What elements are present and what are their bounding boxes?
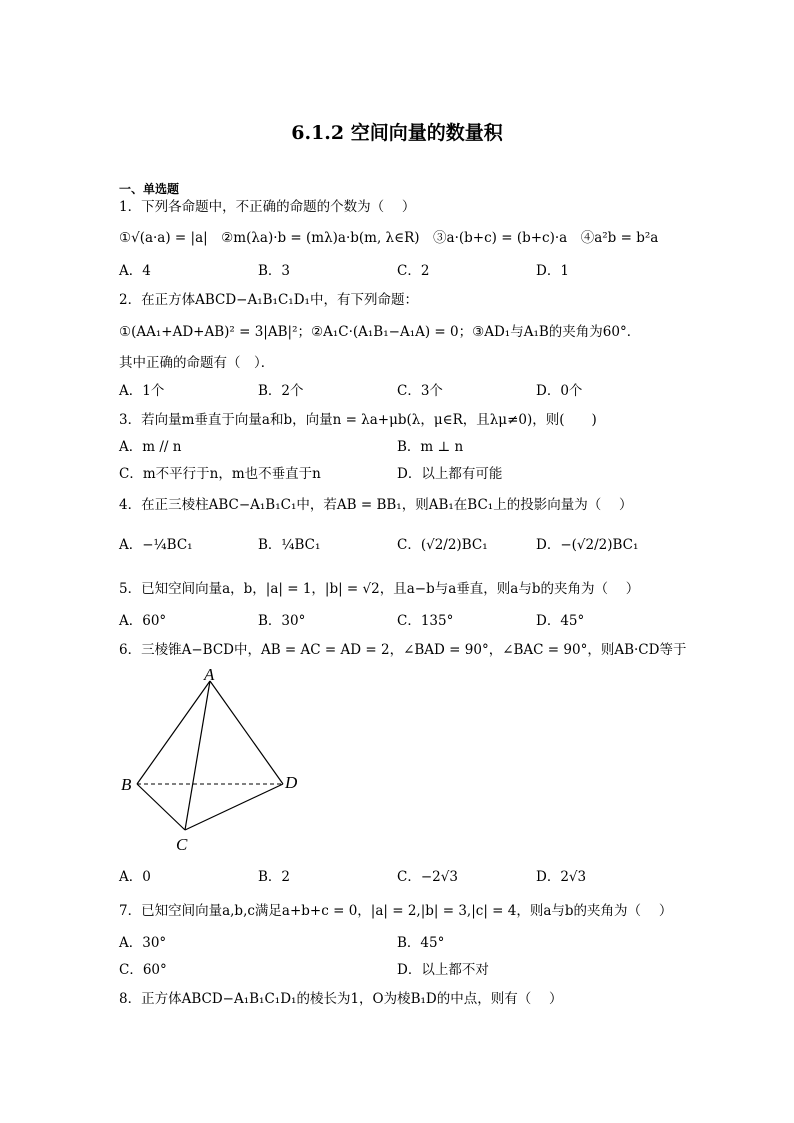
q1-option-b: B．3 (258, 263, 291, 279)
section-heading: 一、单选题 (119, 182, 180, 196)
q1-stem: 1．下列各命题中，不正确的命题的个数为（ ） (119, 199, 416, 215)
q3-option-d: D．以上都有可能 (397, 466, 503, 482)
edge-ab (137, 681, 210, 784)
q7-option-d: D．以上都不对 (397, 962, 489, 978)
edge-ad (210, 681, 283, 784)
q6-option-b: B．2 (258, 869, 291, 885)
q5-option-c: C．135° (397, 613, 454, 629)
q2-option-a: A．1个 (119, 383, 165, 399)
q4-option-d: D．−(√2/2)BC₁ (536, 537, 639, 553)
q7-stem: 7．已知空间向量a,b,c满足a+b+c = 0，|a| = 2,|b| = 3,|c| = 4，则a与b的夹角为（ ） (119, 903, 673, 919)
q5-option-d: D．45° (536, 613, 585, 629)
q7-option-b: B．45° (397, 935, 445, 951)
vertex-label-d: D (285, 773, 298, 792)
q5-option-a: A．60° (119, 613, 167, 629)
q2-option-c: C．3个 (397, 383, 443, 399)
q4-option-a: A．−¼BC₁ (119, 537, 193, 553)
q2-propositions: ①(AA₁+AD+AB)² = 3|AB|²；②A₁C·(A₁B₁−A₁A) = 0；③AD₁与A₁B的夹角为60°． (119, 324, 641, 340)
q4-option-b: B．¼BC₁ (258, 537, 321, 553)
q4-stem: 4．在正三棱柱ABC−A₁B₁C₁中，若AB = BB₁，则AB₁在BC₁上的投影向量为（ ） (119, 497, 633, 513)
q5-stem: 5．已知空间向量a，b，|a| = 1，|b| = √2，且a−b与a垂直，则a与b的夹角为（ ） (119, 581, 640, 597)
q3-option-a: A．m // n (119, 439, 182, 455)
q2-option-d: D．0个 (536, 383, 583, 399)
q1-propositions: ①√(a·a) = |a| ②m(λa)·b = (mλ)a·b(m, λ∈R) ③a·(b+c) = (b+c)·a ④a²b = b²a (119, 230, 659, 246)
q3-option-c: C．m不平行于n，m也不垂直于n (119, 466, 321, 482)
q4-option-c: C．(√2/2)BC₁ (397, 537, 488, 553)
tetrahedron-figure (112, 664, 312, 859)
q7-option-a: A．30° (119, 935, 167, 951)
q3-option-b: B．m ⊥ n (397, 439, 464, 455)
page-title: 6.1.2 空间向量的数量积 (291, 122, 503, 144)
edge-cd (185, 784, 283, 830)
edge-ac (185, 681, 210, 830)
vertex-label-a: A (204, 665, 215, 684)
edge-bc (137, 784, 185, 830)
q6-option-d: D．2√3 (536, 869, 587, 885)
q2-question: 其中正确的命题有（ ）． (119, 355, 275, 371)
q5-option-b: B．30° (258, 613, 306, 629)
q6-option-c: C．−2√3 (397, 869, 458, 885)
q1-option-c: C．2 (397, 263, 430, 279)
q1-option-a: A．4 (119, 263, 151, 279)
vertex-label-b: B (121, 775, 132, 794)
q8-stem: 8．正方体ABCD−A₁B₁C₁D₁的棱长为1，O为棱B₁D的中点，则有（ ） (119, 991, 563, 1007)
q1-option-d: D．1 (536, 263, 569, 279)
q7-option-c: C．60° (119, 962, 167, 978)
q3-stem: 3．若向量m垂直于向量a和b，向量n = λa+μb(λ，μ∈R，且λμ≠0)，则( ) (119, 412, 597, 428)
vertex-label-c: C (176, 835, 188, 854)
q2-option-b: B．2个 (258, 383, 304, 399)
q6-option-a: A．0 (119, 869, 151, 885)
q6-stem: 6．三棱锥A−BCD中，AB = AC = AD = 2，∠BAD = 90°，∠BAC = 90°，则AB·CD等于 (119, 642, 687, 658)
q2-stem: 2．在正方体ABCD−A₁B₁C₁D₁中，有下列命题： (119, 292, 418, 308)
